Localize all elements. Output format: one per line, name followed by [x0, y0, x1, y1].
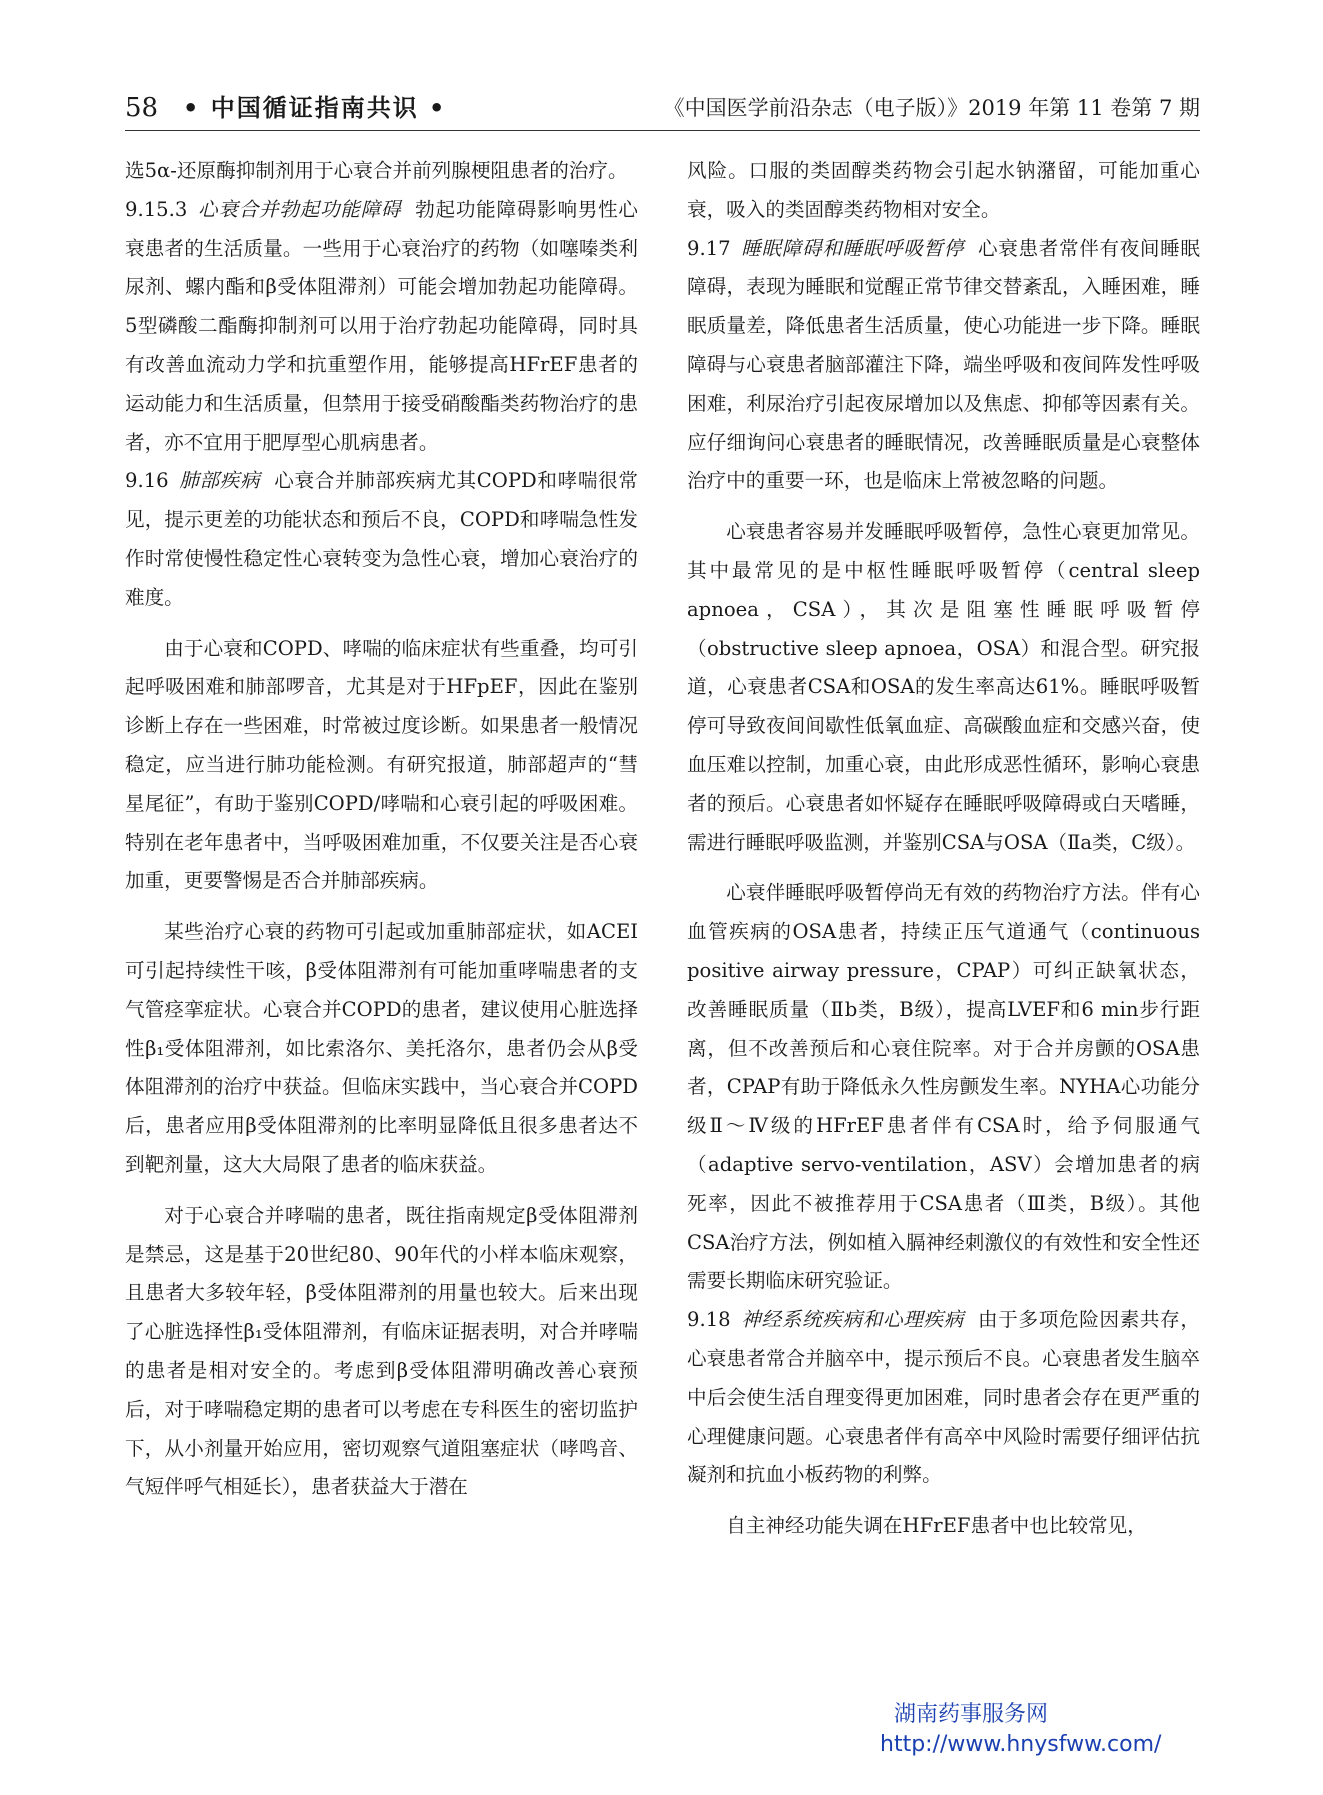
page-header: [125, 88, 1200, 131]
section-text: 心衰合并肺部疾病尤其COPD和哮喘很常见，提示更差的功能状态和预后不良，COPD和哮喘急性发作时常使慢性稳定性心衰转变为急性心衰，增加心衰治疗的难度。: [125, 469, 638, 609]
journal-info: 《中国医学前沿杂志（电子版）》2019 年第 11 卷第 7 期: [663, 96, 1200, 120]
paragraph: 选5α-还原酶抑制剂用于心衰合并前列腺梗阻患者的治疗。: [125, 159, 628, 182]
page-number: 58: [125, 93, 159, 123]
left-column: [125, 152, 638, 1507]
paragraph: 心衰伴睡眠呼吸暂停尚无有效的药物治疗方法。伴有心血管疾病的OSA患者，持续正压气道通气（continuous positive airway pressure，CPAP）可纠正缺氧状态，改善睡眠质量（Ⅱb类，B级），提高LVEF和6 min步行距离，但不改善预后和心衰住院率。对于合并房颤的OSA患者，CPAP有助于降低永久性房颤发生率。NYHA心功能分级Ⅱ～Ⅳ级的HFrEF患者伴有CSA时，给予伺服通气（adaptive servo-ventilation，ASV）会增加患者的病死率，因此不被推荐用于CSA患者（Ⅲ类，B级）。其他CSA治疗方法，例如植入膈神经刺激仪的有效性和安全性还需要长期临床研究验证。: [687, 881, 1200, 1293]
right-column: [687, 152, 1200, 1546]
section-text: 心衰患者常伴有夜间睡眠障碍，表现为睡眠和觉醒正常节律交替紊乱，入睡困难，睡眠质量差，降低患者生活质量，使心功能进一步下降。睡眠障碍与心衰患者脑部灌注下降，端坐呼吸和夜间阵发性呼吸困难，利尿治疗引起夜尿增加以及焦虑、抑郁等因素有关。应仔细询问心衰患者的睡眠情况，改善睡眠质量是心衰整体治疗中的重要一环，也是临床上常被忽略的问题。: [687, 236, 1200, 493]
paragraph: 自主神经功能失调在HFrEF患者中也比较常见，: [726, 1514, 1147, 1538]
section-number: 9.16: [125, 469, 169, 493]
paragraph: 由于心衰和COPD、哮喘的临床症状有些重叠，均可引起呼吸困难和肺部啰音，尤其是对于HFpEF，因此在鉴别诊断上存在一些困难，时常被过度诊断。如果患者一般情况稳定，应当进行肺功能检测。有研究报道，肺部超声的“彗星尾征”，有助于鉴别COPD/哮喘和心衰引起的呼吸困难。特别在老年患者中，当呼吸困难加重，不仅要关注是否心衰加重，更要警惕是否合并肺部疾病。: [125, 636, 638, 893]
paragraph: 风险。口服的类固醇类药物会引起水钠潴留，可能加重心衰，吸入的类固醇类药物相对安全。: [687, 159, 1200, 221]
site-url-link[interactable]: http://www.hnysfww.com/: [880, 1732, 1162, 1757]
section-text: 由于多项危险因素共存，心衰患者常合并脑卒中，提示预后不良。心衰患者发生脑卒中后会使生活自理变得更加困难，同时患者会存在更严重的心理健康问题。心衰患者伴有高卒中风险时需要仔细评估抗凝剂和抗血小板药物的利弊。: [687, 1308, 1200, 1487]
site-name: 湖南药事服务网: [894, 1702, 1049, 1727]
section-title: 睡眠障碍和睡眠呼吸暂停: [740, 236, 964, 260]
section-9-15-3: [125, 191, 638, 463]
section-9-18: [687, 1301, 1200, 1495]
section-title: 肺部疾病: [178, 469, 261, 493]
section-number: 9.17: [687, 236, 731, 260]
section-title: 神经系统疾病和心理疾病: [740, 1308, 964, 1332]
section-9-16: [125, 462, 638, 617]
watermark-footer: [880, 1700, 1210, 1760]
section-9-17: [687, 230, 1200, 502]
paragraph: 心衰患者容易并发睡眠呼吸暂停，急性心衰更加常见。其中最常见的是中枢性睡眠呼吸暂停（central sleep apnoea，CSA），其次是阻塞性睡眠呼吸暂停（obstructive sleep apnoea，OSA）和混合型。研究报道，心衰患者CSA和OSA的发生率高达61%。睡眠呼吸暂停可导致夜间间歇性低氧血症、高碳酸血症和交感兴奋，使血压难以控制，加重心衰，由此形成恶性循环，影响心衰患者的预后。心衰患者如怀疑存在睡眠呼吸障碍或白天嗜睡，需进行睡眠呼吸监测，并鉴别CSA与OSA（Ⅱa类，C级）。: [687, 520, 1200, 854]
section-title: 心衰合并勃起功能障碍: [197, 197, 402, 221]
section-label: • 中国循证指南共识 •: [183, 94, 447, 122]
paragraph: 对于心衰合并哮喘的患者，既往指南规定β受体阻滞剂是禁忌，这是基于20世纪80、90年代的小样本临床观察，且患者大多较年轻，β受体阻滞剂的用量也较大。后来出现了心脏选择性β₁受体阻滞剂，有临床证据表明，对合并哮喘的患者是相对安全的。考虑到β受体阻滞明确改善心衰预后，对于哮喘稳定期的患者可以考虑在专科医生的密切监护下，从小剂量开始应用，密切观察气道阻塞症状（哮鸣音、气短伴呼气相延长），患者获益大于潜在: [125, 1203, 638, 1499]
section-text: 勃起功能障碍影响男性心衰患者的生活质量。一些用于心衰治疗的药物（如噻嗪类利尿剂、螺内酯和β受体阻滞剂）可能会增加勃起功能障碍。5型磷酸二酯酶抑制剂可以用于治疗勃起功能障碍，同时具有改善血流动力学和抗重塑作用，能够提高HFrEF患者的运动能力和生活质量，但禁用于接受硝酸酯类药物治疗的患者，亦不宜用于肥厚型心肌病患者。: [125, 197, 638, 454]
paragraph: 某些治疗心衰的药物可引起或加重肺部症状，如ACEI可引起持续性干咳，β受体阻滞剂有可能加重哮喘患者的支气管痉挛症状。心衰合并COPD的患者，建议使用心脏选择性β₁受体阻滞剂，如比索洛尔、美托洛尔，患者仍会从β受体阻滞剂的治疗中获益。但临床实践中，当心衰合并COPD后，患者应用β受体阻滞剂的比率明显降低且很多患者达不到靶剂量，这大大局限了患者的临床获益。: [125, 920, 638, 1176]
section-number: 9.15.3: [125, 197, 188, 221]
section-number: 9.18: [687, 1308, 731, 1332]
